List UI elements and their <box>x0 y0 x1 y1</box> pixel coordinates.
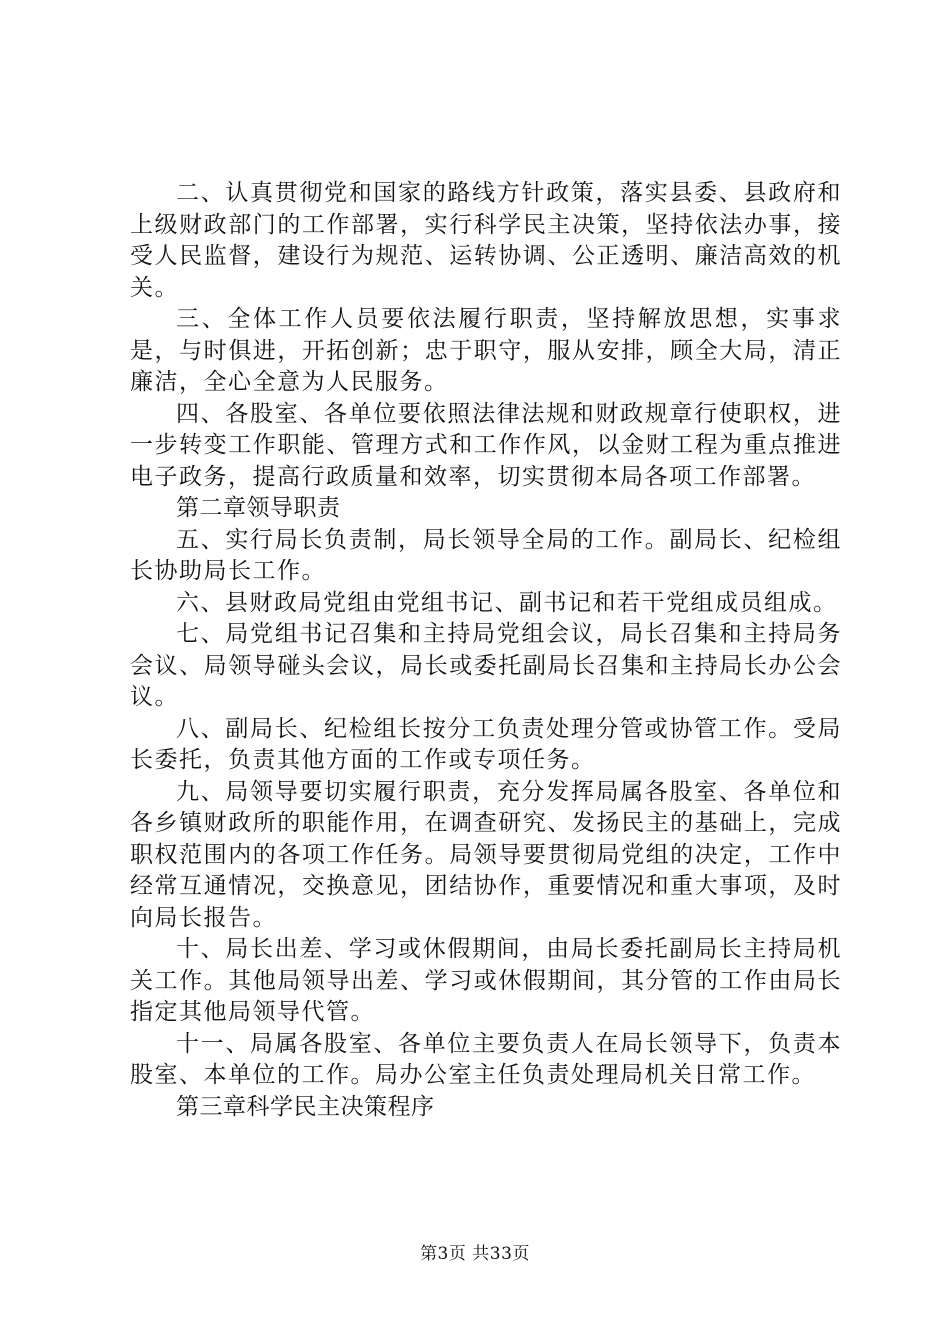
paragraph-4: 四、各股室、各单位要依照法律法规和财政规章行使职权，进一步转变工作职能、管理方式和工作作风，以金财工程为重点推进电子政务，提高行政质量和效率，切实贯彻本局各项工作部署。 <box>130 400 842 490</box>
page-number-footer: 第3页 共33页 <box>420 1244 530 1264</box>
paragraph-10: 十、局长出差、学习或休假期间，由局长委托副局长主持局机关工作。其他局领导出差、学习或休假期间，其分管的工作由局长指定其他局领导代管。 <box>130 936 842 1025</box>
paragraph-5: 五、实行局长负责制，局长领导全局的工作。副局长、纪检组长协助局长工作。 <box>130 526 842 584</box>
paragraph-9: 九、局领导要切实履行职责，充分发挥局属各股室、各单位和各乡镇财政所的职能作用，在调查研究、发扬民主的基础上，完成职权范围内的各项工作任务。局领导要贯彻局党组的决定，工作中经常互通情况，交换意见，团结协作，重要情况和重大事项，及时向局长报告。 <box>130 778 842 931</box>
paragraph-7: 七、局党组书记召集和主持局党组会议，局长召集和主持局务会议、局领导碰头会议，局长或委托副局长召集和主持局长办公会议。 <box>130 621 842 710</box>
paragraph-3: 三、全体工作人员要依法履行职责，坚持解放思想，实事求是，与时俱进，开拓创新；忠于职守，服从安排，顾全大局，清正廉洁，全心全意为人民服务。 <box>130 306 842 395</box>
chapter-heading-2: 第二章领导职责 <box>176 495 341 521</box>
chapter-heading-3: 第三章科学民主决策程序 <box>176 1093 435 1120</box>
document-body <box>130 178 842 1123</box>
paragraph-6: 六、县财政局党组由党组书记、副书记和若干党组成员组成。 <box>176 589 838 616</box>
paragraph-11: 十一、局属各股室、各单位主要负责人在局长领导下，负责本股室、本单位的工作。局办公室主任负责处理局机关日常工作。 <box>130 1030 842 1088</box>
paragraph-2: 二、认真贯彻党和国家的路线方针政策，落实县委、县政府和上级财政部门的工作部署，实行科学民主决策，坚持依法办事，接受人民监督，建设行为规范、运转协调、公正透明、廉洁高效的机关。 <box>130 180 842 301</box>
paragraph-8: 八、副局长、纪检组长按分工负责处理分管或协管工作。受局长委托，负责其他方面的工作或专项任务。 <box>130 715 842 773</box>
